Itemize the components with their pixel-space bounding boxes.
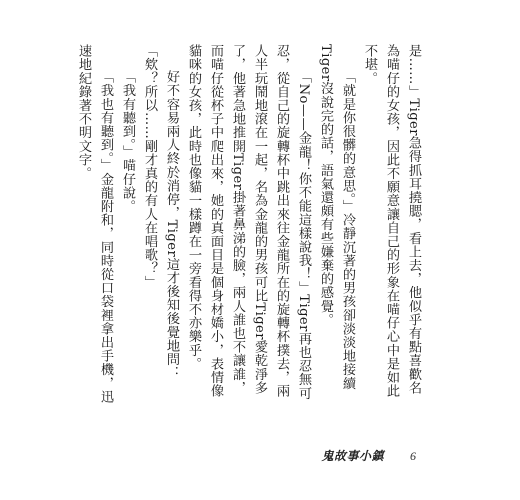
paragraph-6: 「我也有聽到。」金龍附和，同時從口袋裡拿出手機，迅速地紀錄著不明文字。 — [76, 44, 113, 404]
paragraph-5: 「我有聽到。」喵仔說。 — [120, 70, 135, 214]
paragraph-1: 是……」Tiger急得抓耳撓腮，看上去，他似乎有點喜歡名為喵仔的女孩，因此不願意讓自己的形象在喵仔心中是如此不堪。 — [362, 44, 421, 398]
paragraph-2: 「就是你很髒的意思。」冷靜沉著的男孩卻淡淡地接續Tiger沒說完的話，語氣還頗有些嫌棄的感覺。 — [318, 44, 355, 391]
page-number: 6 — [410, 449, 416, 463]
book-title: 鬼故事小鎮 — [321, 449, 384, 463]
paragraph-4: 好不容易兩人終於消停，Tiger這才後知後覺地問：「欸？所以……剛才真的有人在唱歌？」 — [142, 44, 179, 380]
page-footer — [321, 447, 416, 464]
vertical-text-body — [72, 44, 424, 404]
paragraph-3: 「No——金龍！你不能這樣說我！」Tiger再也忍無可忍，從自己的旋轉杯中跳出來往金龍所在的旋轉杯撲去，兩人半玩鬧地滾在一起，名為金龍的男孩可比Tiger愛乾淨多了，他著急地推開Tiger掛著鼻涕的臉，兩人誰也不讓誰，而喵仔從杯子中爬出來，她的真面目是個身材嬌小，表情像貓咪的女孩，此時也像貓一樣蹲在一旁看得不亦樂乎。 — [186, 44, 311, 401]
